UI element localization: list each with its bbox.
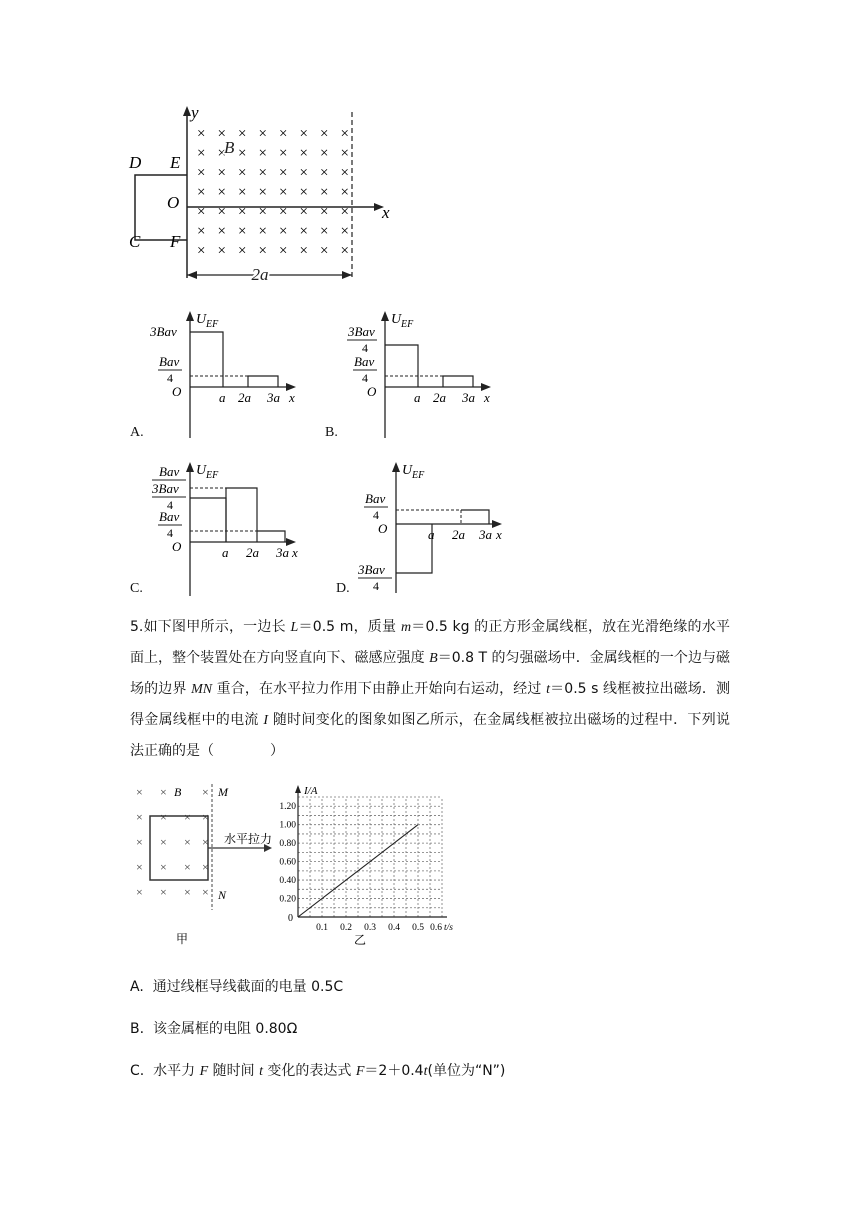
field-cross-mark: ×: [238, 204, 247, 220]
y-tick-label: Bav: [159, 464, 180, 479]
field-cross-mark: ×: [299, 165, 308, 181]
choice-text: t: [259, 1064, 263, 1079]
field-cross-mark: ×: [197, 223, 206, 240]
axis-label-U: U: [196, 312, 207, 327]
field-cross-mark: ×: [279, 204, 288, 220]
question-text: B: [429, 651, 438, 666]
choice-label: A.: [130, 979, 144, 995]
field-cross-mark: ×: [258, 223, 267, 240]
x-tick-label: 2a: [433, 390, 446, 405]
y-axis-label: y: [191, 103, 199, 122]
field-cross-mark: ×: [136, 810, 143, 824]
choice-text: ＝2＋0.4: [364, 1063, 424, 1079]
y-tick-label: 3Bav: [150, 324, 177, 339]
field-cross-mark: ×: [299, 126, 308, 142]
axis-label-U: U: [391, 312, 402, 327]
field-cross-mark: ×: [202, 810, 209, 824]
field-cross-mark: ×: [197, 243, 206, 259]
option-graph-a: [130, 305, 320, 440]
field-cross-mark: ×: [160, 835, 167, 849]
field-cross-mark: ×: [217, 126, 226, 142]
choice-label: B.: [130, 1021, 145, 1037]
field-cross-mark: ×: [279, 243, 288, 259]
label-E: E: [170, 153, 181, 172]
x-tick-label: 3a: [267, 390, 280, 405]
choice-text: (单位为“N”): [427, 1063, 506, 1079]
field-cross-mark: ×: [340, 145, 349, 162]
y-tick-label: 1.00: [279, 820, 296, 831]
question-text: 如下图甲所示，一边长: [143, 619, 291, 635]
question-text: t: [546, 682, 551, 697]
y-tick-denominator: 4: [167, 526, 173, 540]
label-F: F: [170, 232, 181, 251]
field-cross-mark: ×: [340, 243, 349, 259]
field-cross-mark: ×: [136, 785, 143, 799]
y-tick-denominator: 4: [362, 341, 368, 355]
y-tick-label: Bav: [159, 354, 180, 369]
y-tick-denominator: 4: [373, 508, 379, 522]
x-tick-label: 0.3: [364, 923, 376, 933]
x-tick-label: 0.1: [316, 923, 328, 933]
field-cross-mark: ×: [184, 835, 191, 849]
field-cross-mark: ×: [202, 860, 209, 874]
x-axis-label: x: [496, 527, 502, 542]
field-cross-mark: ×: [320, 243, 329, 259]
caption-yi: 乙: [354, 933, 367, 947]
x-tick-label: 3a: [462, 390, 475, 405]
field-cross-mark: ×: [217, 145, 226, 162]
field-cross-mark: ×: [197, 126, 206, 142]
field-cross-mark: ×: [136, 835, 143, 849]
force-label: 水平拉力: [224, 832, 273, 846]
x-axis-label: x: [484, 390, 490, 405]
x-tick-label: a: [414, 390, 421, 405]
y-tick-label: 3Bav: [348, 324, 375, 339]
chart-ticks: [279, 802, 453, 933]
field-cross-mark: ×: [202, 785, 209, 799]
field-cross-mark: ×: [217, 243, 226, 259]
field-cross-mark: ×: [184, 885, 191, 899]
y-tick-denominator: 4: [373, 579, 379, 593]
field-cross-mark: ×: [238, 145, 247, 162]
y-tick-label: 0.40: [279, 876, 296, 887]
field-cross-mark: ×: [299, 223, 308, 240]
field-cross-mark: ×: [340, 204, 349, 220]
label-B: B: [174, 785, 182, 799]
field-crosses: [197, 126, 349, 259]
field-cross-mark: ×: [320, 165, 329, 181]
figure-yi-chart: [272, 782, 467, 954]
option-graph-b: [325, 305, 515, 440]
field-cross-mark: ×: [136, 885, 143, 899]
x-tick-label: 2a: [452, 527, 465, 542]
option-graph-d: [336, 458, 526, 598]
field-cross-mark: ×: [197, 165, 206, 181]
axis-label-U: U: [196, 463, 207, 478]
field-cross-mark: ×: [258, 204, 267, 220]
field-cross-mark: ×: [160, 885, 167, 899]
field-cross-mark: ×: [299, 204, 308, 220]
option-label-b: B.: [325, 425, 338, 440]
axis-label-EF: EF: [412, 470, 425, 481]
question-number: 5.: [130, 619, 144, 635]
choice-text: 随时间: [208, 1063, 260, 1079]
field-cross-mark: ×: [279, 145, 288, 162]
field-cross-mark: ×: [320, 204, 329, 220]
choice-text: 水平力: [153, 1063, 200, 1079]
choice-b[interactable]: [130, 1018, 297, 1038]
field-cross-mark: ×: [202, 835, 209, 849]
x-tick-label: a: [428, 527, 435, 542]
y-tick-label: 0.60: [279, 857, 296, 868]
y-tick-label: Bav: [365, 491, 386, 506]
field-cross-mark: ×: [217, 204, 226, 220]
question-text: ＝0.5 kg 的正方形金属线框，放在光滑绝缘的水平面上，整个装置处在方向竖直向下、磁感应强度: [130, 619, 730, 666]
choice-text: F: [199, 1064, 209, 1079]
y-axis-label: I/A: [304, 785, 318, 797]
y-tick-label: 3Bav: [358, 562, 385, 577]
field-cross-mark: ×: [217, 223, 226, 240]
axis-label-U: U: [402, 463, 413, 478]
field-cross-mark: ×: [217, 165, 226, 181]
question-text: ＝0.5 m，质量: [298, 619, 401, 635]
field-cross-mark: ×: [238, 165, 247, 181]
choice-a[interactable]: [130, 976, 343, 996]
field-cross-mark: ×: [320, 223, 329, 240]
question-text: ＝0.8 T 的匀强磁场中．金属线框的一个边与磁场的边界: [130, 650, 731, 697]
option-label-c: C.: [130, 581, 143, 596]
question-text: L: [290, 620, 299, 635]
y-tick-denominator: 4: [167, 498, 173, 512]
y-tick-label: Bav: [159, 509, 180, 524]
y-tick-denominator: 4: [362, 371, 368, 385]
field-cross-mark: ×: [160, 860, 167, 874]
label-O: O: [167, 193, 180, 212]
label-N: N: [218, 888, 227, 902]
field-cross-mark: ×: [258, 126, 267, 142]
origin-label: O: [367, 384, 377, 399]
axis-label-EF: EF: [401, 319, 414, 330]
x-tick-label: 3a: [276, 545, 289, 560]
choice-label: C.: [130, 1063, 145, 1079]
field-cross-mark: ×: [160, 785, 167, 799]
x-axis-label: t/s: [444, 923, 453, 933]
field-cross-mark: ×: [258, 165, 267, 181]
x-tick-label: a: [219, 390, 226, 405]
field-cross-mark: ×: [238, 243, 247, 259]
field-cross-mark: ×: [340, 184, 349, 201]
width-label: 2a: [251, 265, 269, 284]
field-cross-mark: ×: [279, 165, 288, 181]
field-cross-mark: ×: [340, 165, 349, 181]
field-cross-mark: ×: [238, 223, 247, 240]
y-tick-label: 3Bav: [152, 481, 179, 496]
x-tick-label: 0.5: [412, 923, 424, 933]
field-cross-mark: ×: [279, 223, 288, 240]
field-crosses: [136, 785, 209, 899]
field-cross-mark: ×: [299, 145, 308, 162]
field-cross-mark: ×: [217, 184, 226, 201]
field-cross-mark: ×: [258, 145, 267, 162]
field-cross-mark: ×: [340, 126, 349, 142]
field-cross-mark: ×: [299, 184, 308, 201]
question-text: 随时间变化的图象如图乙所示，在金属线框被拉出磁场的过程中．下列说法正确的是（ ）: [130, 712, 731, 759]
field-cross-mark: ×: [320, 184, 329, 201]
y-tick-label: Bav: [354, 354, 375, 369]
field-cross-mark: ×: [136, 860, 143, 874]
y-tick-label: 0.20: [279, 894, 296, 905]
question-text: MN: [191, 682, 213, 697]
field-cross-mark: ×: [197, 184, 206, 201]
choice-text: 该金属框的电阻 0.80Ω: [152, 1021, 298, 1037]
x-axis-label: x: [382, 203, 390, 222]
field-cross-mark: ×: [320, 126, 329, 142]
choice-c[interactable]: [130, 1060, 505, 1080]
option-label-a: A.: [130, 425, 144, 440]
choice-text: F: [355, 1064, 365, 1079]
origin-label: O: [172, 539, 182, 554]
option-graph-c: [130, 458, 320, 598]
field-cross-mark: ×: [258, 184, 267, 201]
y-tick-label: 0.80: [279, 839, 296, 850]
axis-label-EF: EF: [206, 470, 219, 481]
field-cross-mark: ×: [184, 860, 191, 874]
field-cross-mark: ×: [340, 223, 349, 240]
chart-origin-label: 0: [288, 913, 293, 924]
field-cross-mark: ×: [279, 126, 288, 142]
figure-jia: [130, 780, 290, 955]
x-tick-label: 2a: [238, 390, 251, 405]
x-axis-label: x: [289, 390, 295, 405]
question-text: m: [400, 620, 412, 635]
field-cross-mark: ×: [197, 145, 206, 162]
origin-label: O: [378, 521, 388, 536]
field-cross-mark: ×: [238, 126, 247, 142]
question-5-text: [130, 612, 730, 766]
x-tick-label: 0.4: [388, 923, 400, 933]
x-tick-label: a: [222, 545, 229, 560]
label-B: B: [224, 138, 235, 157]
field-cross-mark: ×: [197, 204, 206, 220]
field-cross-mark: ×: [299, 243, 308, 259]
x-tick-label: 0.2: [340, 923, 352, 933]
field-cross-mark: ×: [238, 184, 247, 201]
x-tick-label: 3a: [479, 527, 492, 542]
choice-text: 通过线框导线截面的电量 0.5C: [152, 979, 344, 995]
field-cross-mark: ×: [258, 243, 267, 259]
option-label-d: D.: [336, 581, 350, 596]
field-cross-mark: ×: [184, 810, 191, 824]
y-tick-denominator: 4: [167, 371, 173, 385]
field-cross-mark: ×: [202, 885, 209, 899]
question-text: ＝0.5 s 线框被拉出磁场．测得金属线框中的电流: [130, 681, 730, 728]
label-C: C: [129, 232, 141, 251]
choice-text: 变化的表达式: [262, 1063, 356, 1079]
x-axis-label: x: [292, 545, 298, 560]
question-text: I: [263, 713, 269, 728]
x-tick-label: 0.6: [430, 923, 442, 933]
axis-label-EF: EF: [206, 319, 219, 330]
field-cross-mark: ×: [279, 184, 288, 201]
y-tick-label: 1.20: [279, 802, 296, 813]
chart-grid: [298, 797, 442, 917]
field-cross-mark: ×: [320, 145, 329, 162]
label-D: D: [129, 153, 142, 172]
caption-jia: 甲: [176, 932, 189, 946]
label-M: M: [218, 785, 228, 799]
x-tick-label: 2a: [246, 545, 259, 560]
question-text: 重合，在水平拉力作用下由静止开始向右运动，经过: [212, 681, 547, 697]
choice-text: t: [423, 1064, 428, 1079]
field-cross-mark: ×: [160, 810, 167, 824]
field-region-figure: [120, 100, 410, 290]
origin-label: O: [172, 384, 182, 399]
